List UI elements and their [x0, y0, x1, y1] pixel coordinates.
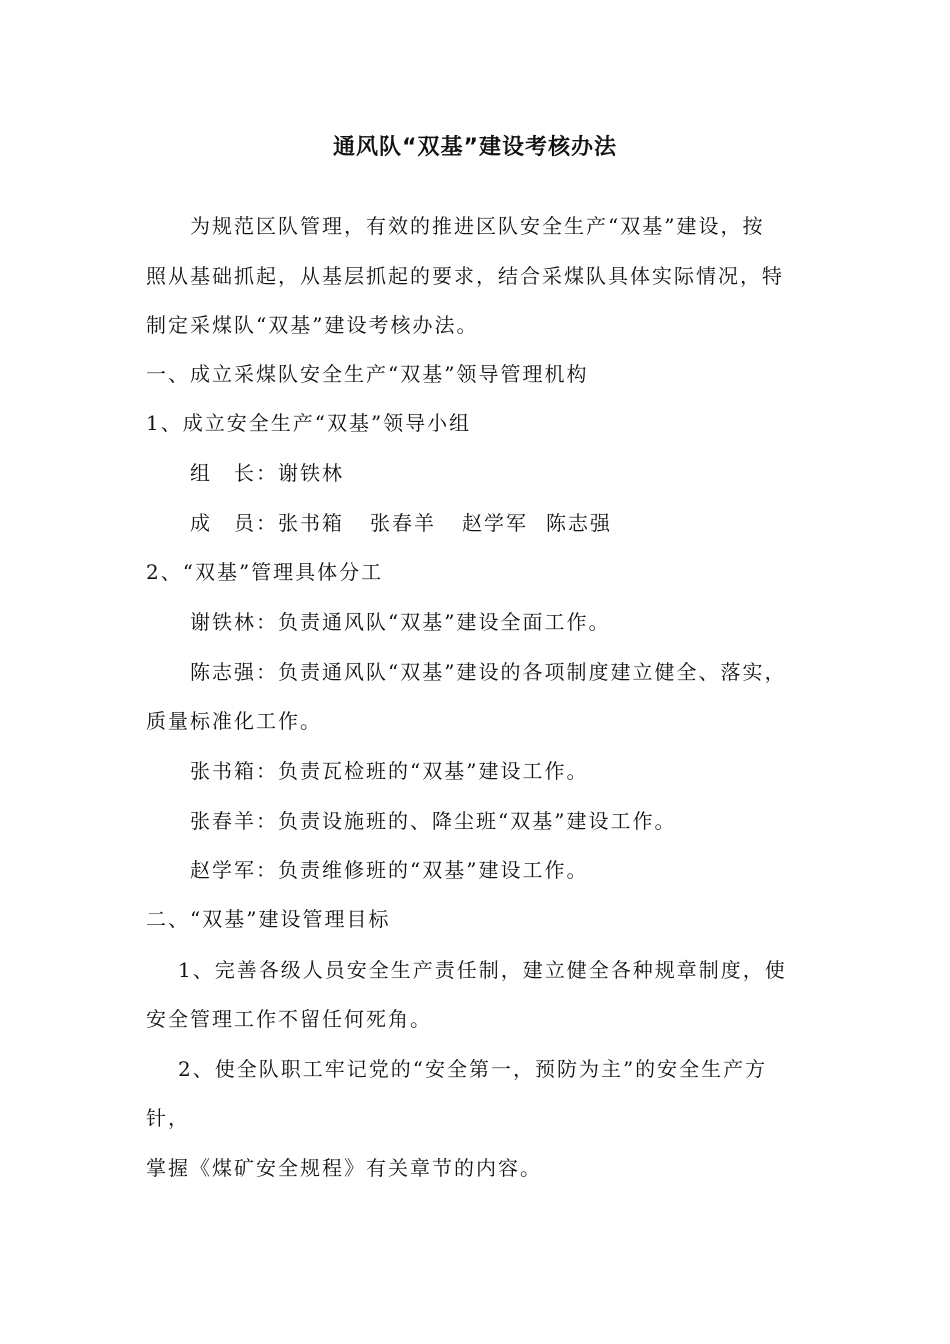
goal-line: 1、完善各级人员安全生产责任制，建立健全各种规章制度，使 [178, 958, 787, 982]
section1-sub2-heading: 2、“双基”管理具体分工 [146, 560, 384, 584]
leader-line: 组 长：谢铁林 [190, 461, 344, 485]
goal-line: 针， [146, 1106, 190, 1130]
duty-line: 张春羊：负责设施班的、降尘班“双基”建设工作。 [190, 809, 677, 833]
goal-line: 掌握《煤矿安全规程》有关章节的内容。 [146, 1156, 542, 1180]
duty-line: 质量标准化工作。 [146, 709, 322, 733]
members-label: 成 员：张书箱 [190, 511, 344, 535]
document-title: 通风队“双基”建设考核办法 [333, 135, 617, 160]
member-name: 赵学军 [462, 511, 528, 535]
duty-line: 谢铁林：负责通风队“双基”建设全面工作。 [190, 610, 611, 634]
member-name: 陈志强 [546, 511, 612, 535]
duty-line: 张书箱：负责瓦检班的“双基”建设工作。 [190, 759, 589, 783]
intro-line-3: 制定采煤队“双基”建设考核办法。 [146, 313, 479, 337]
section1-sub1-heading: 1、成立安全生产“双基”领导小组 [146, 411, 472, 435]
members-line [190, 505, 612, 541]
section1-heading: 一、成立采煤队安全生产“双基”领导管理机构 [146, 362, 589, 386]
member-name: 张春羊 [370, 511, 436, 535]
intro-line-2: 照从基础抓起，从基层抓起的要求，结合采煤队具体实际情况，特 [146, 264, 784, 288]
section2-heading: 二、“双基”建设管理目标 [146, 907, 391, 931]
goal-line: 安全管理工作不留任何死角。 [146, 1007, 432, 1031]
intro-line-1: 为规范区队管理，有效的推进区队安全生产“双基”建设，按 [190, 214, 765, 238]
duty-line: 赵学军：负责维修班的“双基”建设工作。 [190, 858, 589, 882]
goal-line: 2、使全队职工牢记党的“安全第一，预防为主”的安全生产方 [178, 1057, 768, 1081]
duty-line: 陈志强：负责通风队“双基”建设的各项制度建立健全、落实， [190, 660, 787, 684]
